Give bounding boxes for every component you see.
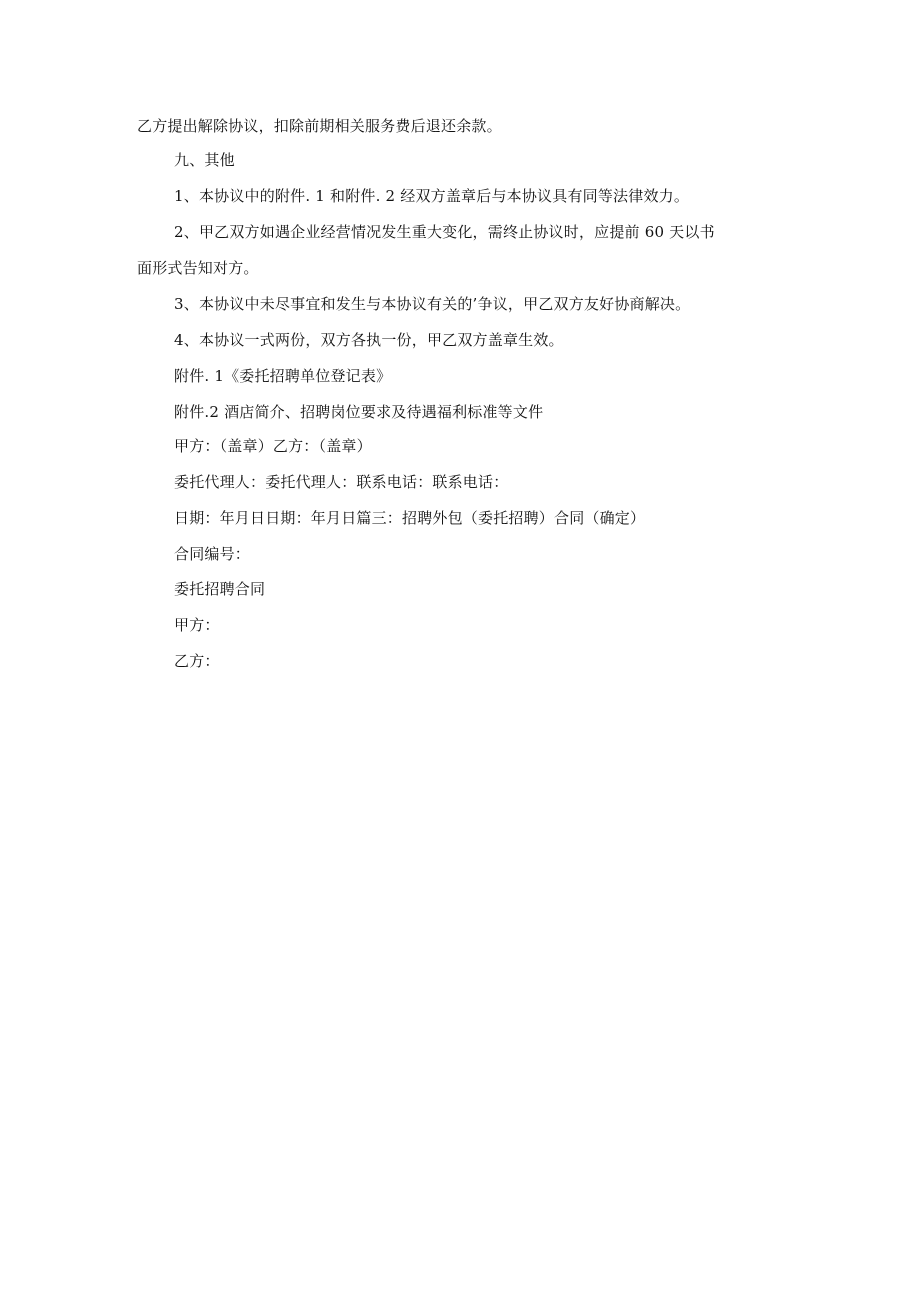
signature-line: 甲方：（盖章）乙方：（盖章） bbox=[174, 437, 372, 455]
paragraph-line: 面形式告知对方。 bbox=[137, 259, 259, 277]
paragraph-line: 2、甲乙双方如遇企业经营情况发生重大变化，需终止协议时，应提前 60 天以书 bbox=[174, 223, 715, 241]
date-line: 日期：年月日日期：年月日篇三：招聘外包（委托招聘）合同（确定） bbox=[174, 509, 646, 527]
section-heading: 九、其他 bbox=[174, 151, 235, 169]
paragraph-line: 乙方提出解除协议，扣除前期相关服务费后退还余款。 bbox=[137, 117, 502, 135]
paragraph-line: 1、本协议中的附件. 1 和附件. 2 经双方盖章后与本协议具有同等法律效力。 bbox=[174, 187, 690, 205]
contract-number-label: 合同编号： bbox=[174, 545, 251, 563]
attachment-line: 附件.2 酒店简介、招聘岗位要求及待遇福利标准等文件 bbox=[174, 403, 544, 421]
paragraph-line: 4、本协议一式两份，双方各执一份，甲乙双方盖章生效。 bbox=[174, 331, 564, 349]
attachment-line: 附件. 1《委托招聘单位登记表》 bbox=[174, 367, 392, 385]
contract-title: 委托招聘合同 bbox=[174, 580, 266, 598]
party-b-label: 乙方： bbox=[174, 652, 220, 670]
paragraph-line: 3、本协议中未尽事宜和发生与本协议有关的’争议，甲乙双方友好协商解决。 bbox=[174, 295, 691, 313]
signature-line: 委托代理人：委托代理人：联系电话：联系电话： bbox=[174, 473, 509, 491]
party-a-label: 甲方： bbox=[174, 616, 220, 634]
